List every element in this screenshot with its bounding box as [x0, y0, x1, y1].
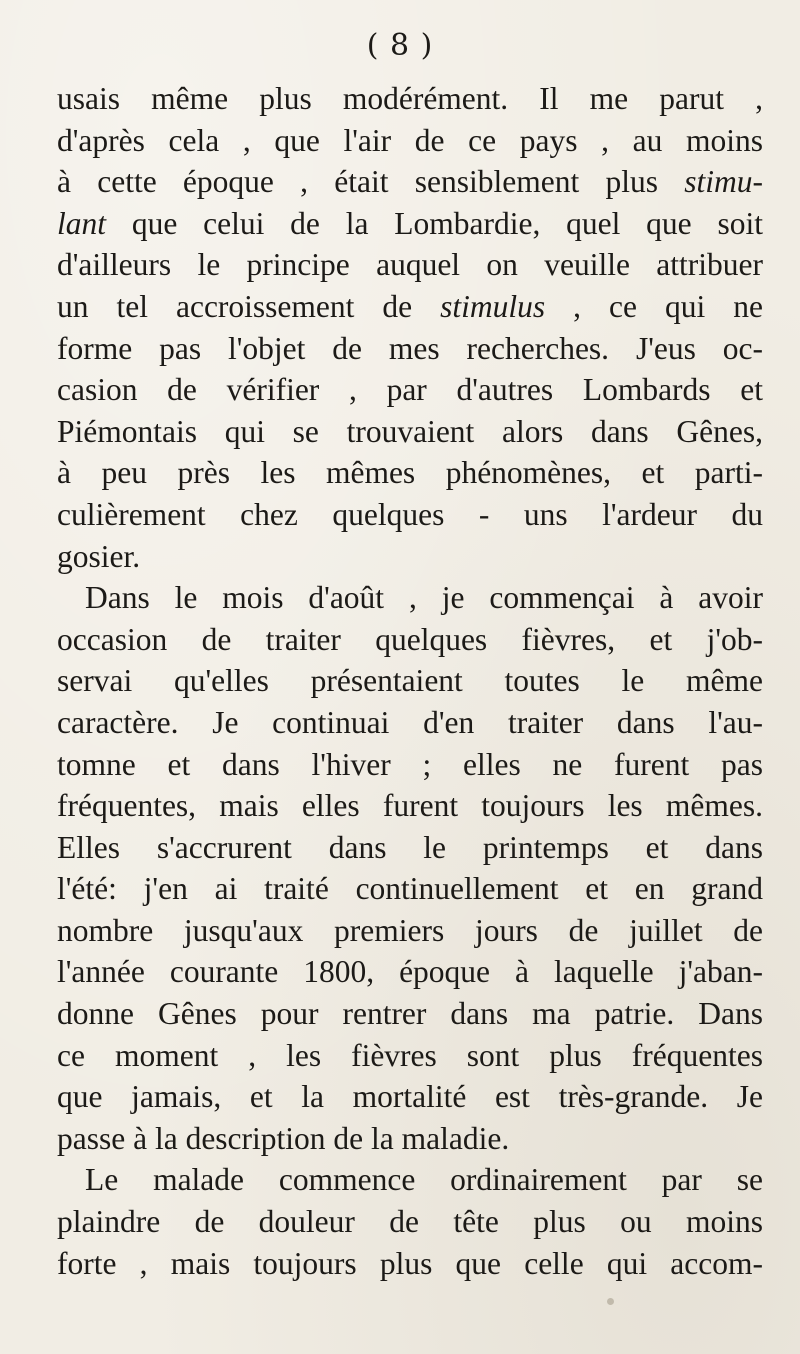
text-segment: , ce qui ne	[545, 288, 763, 324]
text-segment: nombre jusqu'aux premiers jours de juillet de	[57, 912, 763, 948]
text-line	[57, 785, 763, 827]
text-segment: casion de vérifier , par d'autres Lombards et	[57, 372, 763, 408]
italic-term: stimulus	[440, 288, 546, 324]
text-segment: l'année courante 1800, époque à laquelle j'aban-	[57, 954, 763, 990]
text-segment: tomne et dans l'hiver ; elles ne furent pas	[57, 746, 763, 782]
text-line	[57, 619, 763, 661]
text-line	[57, 286, 763, 328]
text-line	[57, 910, 763, 952]
text-segment: Elles s'accrurent dans le printemps et dans	[57, 829, 763, 865]
text-segment: d'après cela , que l'air de ce pays , au moins	[57, 122, 763, 158]
text-line	[57, 577, 763, 619]
text-segment: d'ailleurs le principe auquel on veuille attribuer	[57, 247, 763, 283]
page-number: ( 8 )	[366, 28, 434, 63]
text-segment: plaindre de douleur de tête plus ou moins	[57, 1204, 763, 1240]
text-line	[57, 536, 763, 578]
text-line	[57, 78, 763, 120]
text-segment: passe à la description de la maladie.	[57, 1120, 510, 1156]
text-line	[57, 660, 763, 702]
text-segment: forme pas l'objet de mes recherches. J'eus oc-	[57, 330, 763, 366]
text-segment: usais même plus modérément. Il me parut ,	[57, 81, 763, 116]
text-line	[57, 993, 763, 1035]
text-line	[57, 1159, 763, 1201]
text-segment: Dans le mois d'août , je commençai à avoir	[85, 580, 763, 616]
text-line	[57, 452, 763, 494]
text-segment: un tel accroissement de	[57, 288, 441, 324]
text-segment: l'été: j'en ai traité continuellement et en grand	[57, 871, 763, 907]
text-segment: caractère. Je continuai d'en traiter dans l'au-	[57, 704, 763, 740]
text-line	[57, 369, 763, 411]
text-line	[57, 744, 763, 786]
text-line	[57, 161, 763, 203]
text-line	[57, 120, 763, 162]
text-segment: donne Gênes pour rentrer dans ma patrie. Dans	[57, 996, 763, 1032]
text-line	[57, 1035, 763, 1077]
body-text	[57, 78, 763, 1284]
text-line	[57, 827, 763, 869]
text-segment: que jamais, et la mortalité est très-grande. Je	[57, 1079, 763, 1115]
italic-term: stimu-	[684, 164, 763, 200]
text-segment: à peu près les mêmes phénomènes, et parti-	[57, 455, 763, 491]
text-line	[57, 868, 763, 910]
text-line	[57, 494, 763, 536]
text-segment: fréquentes, mais elles furent toujours les mêmes.	[57, 788, 763, 824]
text-segment: culièrement chez quelques - uns l'ardeur du	[57, 496, 763, 532]
text-segment: que celui de la Lombardie, quel que soit	[106, 205, 763, 241]
text-line	[57, 1243, 763, 1285]
italic-term: lant	[57, 205, 107, 241]
text-segment: forte , mais toujours plus que celle qui accom-	[57, 1245, 763, 1281]
text-line	[57, 951, 763, 993]
text-segment: Piémontais qui se trouvaient alors dans Gênes,	[57, 413, 763, 449]
text-segment: occasion de traiter quelques fièvres, et j'ob-	[57, 621, 763, 657]
text-line	[57, 244, 763, 286]
text-line	[57, 411, 763, 453]
text-line	[57, 702, 763, 744]
text-line	[57, 203, 763, 245]
text-segment: gosier.	[57, 538, 141, 574]
text-segment: ce moment , les fièvres sont plus fréquentes	[57, 1037, 763, 1073]
text-line	[57, 328, 763, 370]
text-segment: servai qu'elles présentaient toutes le même	[57, 663, 763, 699]
text-segment: Le malade commence ordinairement par se	[85, 1162, 763, 1198]
ink-speck	[607, 1298, 614, 1305]
text-segment: à cette époque , était sensiblement plus	[57, 164, 685, 200]
text-line	[57, 1076, 763, 1118]
text-line	[57, 1201, 763, 1243]
text-line	[57, 1118, 763, 1160]
